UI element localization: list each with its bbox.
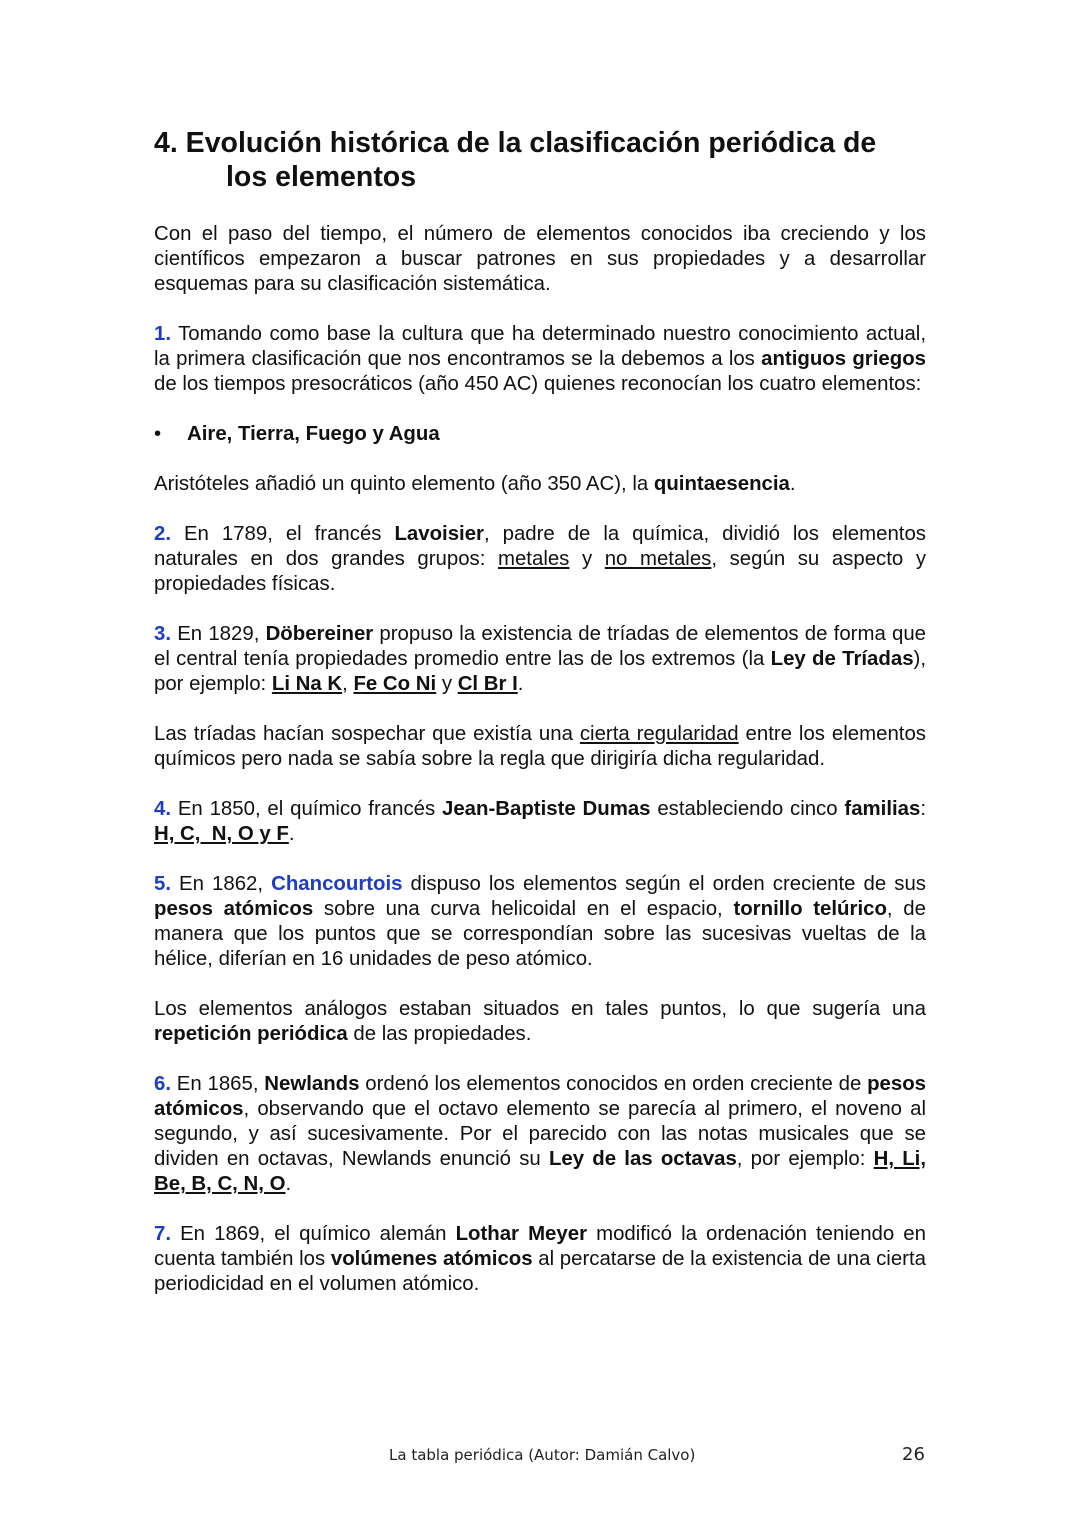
paragraph-1: 1. Tomando como base la cultura que ha determinado nuestro conocimiento actual, la primera clasificación que nos encontramos se la debemos a los antiguos griegos de los tiempos presocráticos (año 450 AC) quienes reconocían los cuatro elementos: [154,323,926,395]
item-number: 3. [154,623,172,645]
section-heading [154,126,926,194]
footer-text: La tabla periódica (Autor: Damián Calvo) [389,1446,696,1464]
page-content [154,126,926,1322]
bullet-icon: • [154,423,162,445]
page-footer [0,1444,1080,1468]
paragraph-6: 6. En 1865, Newlands ordenó los elementos conocidos en orden creciente de pesos atómicos, observando que el octavo elemento se parecía al primero, el noveno al segundo, y así sucesivamente. Por el parecido con las notas musicales que se dividen en octavas, Newlands enunció su Ley de las octavas, por ejemplo: H, Li, Be, B, C, N, O. [154,1073,926,1195]
paragraph-7: 7. En 1869, el químico alemán Lothar Meyer modificó la ordenación teniendo en cuenta también los volúmenes atómicos al percatarse de la existencia de una cierta periodicidad en el volumen atómico. [154,1223,926,1295]
page-number: 26 [902,1444,925,1465]
paragraph-3: 3. En 1829, Döbereiner propuso la existencia de tríadas de elementos de forma que el central tenía propiedades promedio entre las de los extremos (la Ley de Tríadas), por ejemplo: Li Na K, Fe Co Ni y Cl Br I. [154,623,927,695]
heading-line-2: los elementos [226,161,417,193]
bullet-text: Aire, Tierra, Fuego y Agua [187,423,440,445]
item-number: 1. [154,323,172,345]
item-number: 6. [154,1073,172,1095]
item-number: 4. [154,798,172,820]
analog-paragraph: Los elementos análogos estaban situados en tales puntos, lo que sugería una repetición periódica de las propiedades. [154,998,926,1045]
triads-paragraph: Las tríadas hacían sospechar que existía una cierta regularidad entre los elementos químicos pero nada se sabía sobre la regla que dirigiría dicha regularidad. [154,723,926,770]
heading-line-1: 4. Evolución histórica de la clasificación periódica de [154,127,877,159]
paragraph-2: 2. En 1789, el francés Lavoisier, padre de la química, dividió los elementos naturales en dos grandes grupos: metales y no metales, según su aspecto y propiedades físicas. [154,523,927,595]
paragraph-4: 4. En 1850, el químico francés Jean-Baptiste Dumas estableciendo cinco familias: H, C, N, O y F. [154,798,927,845]
aristotle-paragraph: Aristóteles añadió un quinto elemento (año 350 AC), la quintaesencia. [154,473,796,495]
intro-paragraph: Con el paso del tiempo, el número de elementos conocidos iba creciendo y los científicos empezaron a buscar patrones en sus propiedades y a desarrollar esquemas para su clasificación sistemática. [154,223,926,295]
item-number: 7. [154,1223,172,1245]
list-item [154,422,926,447]
paragraph-5: 5. En 1862, Chancourtois dispuso los elementos según el orden creciente de sus pesos atómicos sobre una curva helicoidal en el espacio, tornillo telúrico, de manera que los puntos que se correspondían sobre las sucesivas vueltas de la hélice, diferían en 16 unidades de peso atómico. [154,873,926,970]
item-number: 2. [154,523,172,545]
item-number: 5. [154,873,172,895]
